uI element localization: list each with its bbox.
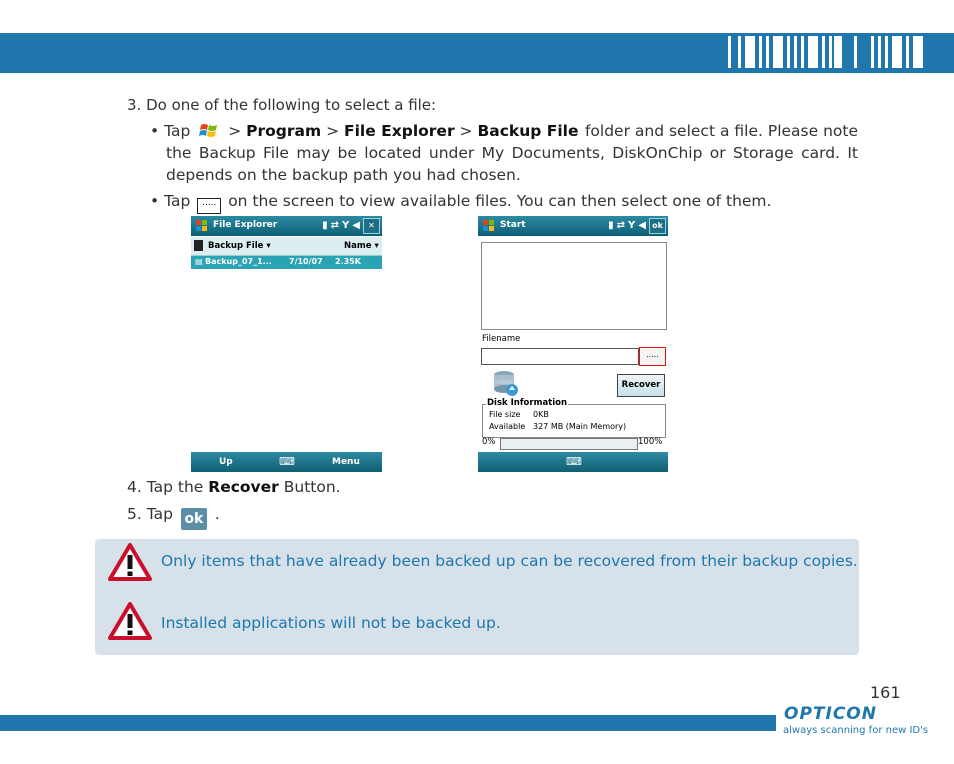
warning-icon <box>108 543 152 581</box>
folder-icon <box>194 240 203 251</box>
barcode-decoration <box>726 36 936 68</box>
sync-icon: ⇄ <box>616 220 629 231</box>
battery-icon: ▮ <box>322 220 331 231</box>
warning-icon <box>108 602 152 640</box>
file-name: Backup_07_1... <box>205 257 272 266</box>
soft-key-bar <box>191 452 382 472</box>
browse-button-icon: ..... <box>197 198 221 214</box>
disk-info-title: Disk Information <box>487 398 568 408</box>
database-icon <box>492 369 520 397</box>
recover-button[interactable]: Recover <box>617 374 665 397</box>
warning-text-1: Only items that have already been backed up can be recovered from their backup copies. <box>161 552 858 570</box>
windows-logo-icon <box>482 219 496 233</box>
page-number: 161 <box>870 683 901 702</box>
step-4-prefix: 4. Tap the <box>127 478 204 496</box>
step-5-suffix: . <box>214 505 220 523</box>
program-label: Program <box>246 122 322 140</box>
recover-screenshot <box>478 216 668 472</box>
close-icon[interactable]: ✕ <box>363 218 380 234</box>
folder-dropdown[interactable]: Backup File ▾ <box>208 241 271 251</box>
file-size-label: File size <box>489 410 521 419</box>
bullet-2-rest: on the screen to view available files. You can then select one of them. <box>228 192 772 210</box>
bullet-1-rest: folder and select a file. Please note <box>584 122 858 140</box>
bullet-1-line2: the Backup File may be located under My Documents, DiskOnChip or Storage card. It <box>166 144 858 162</box>
available-label: Available <box>489 422 526 431</box>
windows-start-icon <box>199 122 219 139</box>
up-softkey[interactable]: Up <box>219 457 233 467</box>
menu-softkey[interactable]: Menu <box>332 457 360 467</box>
ok-button-icon: ok <box>181 508 207 530</box>
battery-icon: ▮ <box>608 220 617 231</box>
file-list-box[interactable] <box>481 242 667 330</box>
status-bar <box>478 216 668 236</box>
browse-button[interactable]: ..... <box>639 347 666 366</box>
signal-icon: Y <box>628 220 639 231</box>
step-4-suffix: Button. <box>283 478 341 496</box>
warning-text-2: Installed applications will not be backed up. <box>161 614 501 632</box>
file-explorer-screenshot <box>191 216 382 472</box>
signal-icon: Y <box>342 220 353 231</box>
bullet-1-line3: depends on the backup path you had chosen. <box>166 166 521 184</box>
sync-icon: ⇄ <box>330 220 343 231</box>
filename-input[interactable] <box>481 348 639 365</box>
file-size-value: 0KB <box>533 410 549 419</box>
status-bar <box>191 216 382 236</box>
volume-icon: ◀ <box>352 220 363 231</box>
step-4 <box>127 476 341 498</box>
path-bar <box>191 237 382 256</box>
disk-info-group <box>482 398 666 438</box>
backup-file-label: Backup File <box>477 122 579 140</box>
bullet-2 <box>150 190 771 214</box>
file-date: 7/10/07 <box>289 257 323 266</box>
available-value: 327 MB (Main Memory) <box>533 422 627 431</box>
window-title: File Explorer <box>213 220 278 230</box>
bullet-1-tap: • Tap <box>150 122 191 140</box>
progress-start-label: 0% <box>482 437 496 447</box>
keyboard-icon[interactable]: ⌨ <box>566 455 582 468</box>
tagline: always scanning for new ID's <box>783 725 929 736</box>
ok-button[interactable]: ok <box>649 218 666 234</box>
step-5 <box>127 503 220 530</box>
recover-label: Recover <box>208 478 279 496</box>
window-title: Start <box>500 220 526 230</box>
step-3-text: 3. Do one of the following to select a file: <box>127 96 437 114</box>
footer-band <box>0 715 776 731</box>
bullet-2-tap: • Tap <box>150 192 191 210</box>
file-explorer-label: File Explorer <box>344 122 455 140</box>
separator: > <box>459 122 473 140</box>
file-row[interactable] <box>191 256 382 269</box>
progress-bar <box>500 438 638 450</box>
soft-key-bar <box>478 452 668 472</box>
progress-end-label: 100% <box>638 437 663 447</box>
status-icons <box>608 218 666 234</box>
sort-dropdown[interactable]: Name ▾ <box>344 241 379 251</box>
bullet-1 <box>150 120 858 186</box>
opticon-logo: OPTICON <box>784 704 877 724</box>
volume-icon: ◀ <box>638 220 649 231</box>
file-size: 2.35K <box>335 257 361 266</box>
separator: > <box>228 122 242 140</box>
filename-label: Filename <box>482 334 521 344</box>
keyboard-icon[interactable]: ⌨ <box>279 455 295 468</box>
windows-logo-icon <box>195 219 209 233</box>
separator: > <box>326 122 340 140</box>
step-5-prefix: 5. Tap <box>127 505 173 523</box>
status-icons <box>322 218 380 234</box>
file-icon: ▤ <box>195 257 203 266</box>
